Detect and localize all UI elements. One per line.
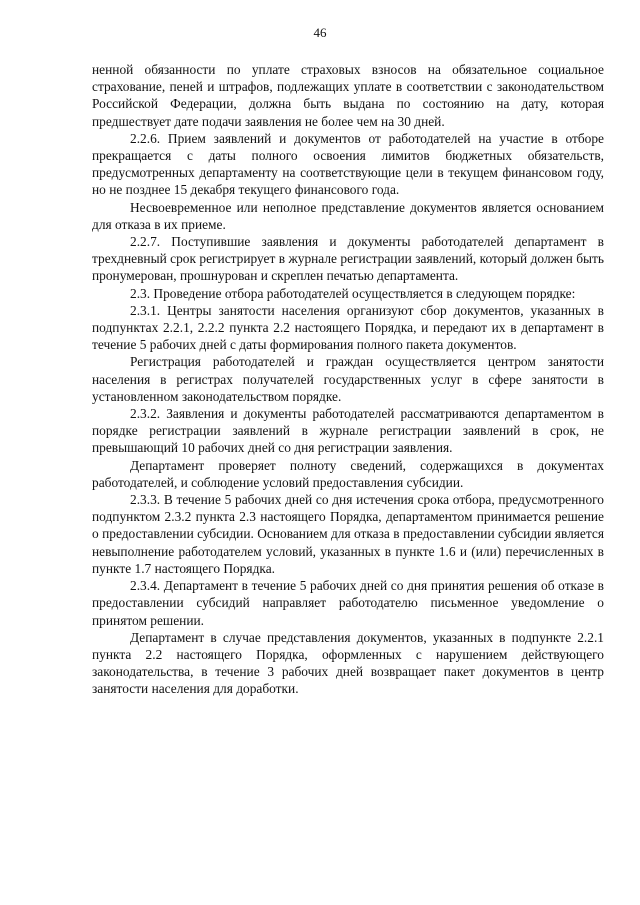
- paragraph-2-2-6: 2.2.6. Прием заявлений и документов от работодателей на участие в отборе прекращается с даты полного освоения лимитов бюджетных обязательств, предусмотренных департаменту на соответствующие цели в текущем финансовом году, но не позднее 15 декабря текущего финансового года.: [92, 130, 604, 198]
- paragraph-2-2-7: 2.2.7. Поступившие заявления и документы работодателей департамент в трехдневный срок регистрирует в журнале регистрации заявлений, который должен быть пронумерован, прошнурован и скреплен печатью департамента.: [92, 234, 604, 284]
- paragraph-continuation: ненной обязанности по уплате страховых взносов на обязательное социальное страхование, пеней и штрафов, подлежащих уплате в соответствии с законодательством Российской Федерации, должна быть выдана по состоянию на дату, которая предшествует дате подачи заявления не более чем на 30 дней.: [92, 62, 604, 129]
- paragraph-2-3-4: 2.3.4. Департамент в течение 5 рабочих дней со дня принятия решения об отказе в предоставлении субсидий направляет работодателю письменное уведомление о принятом решении.: [92, 578, 604, 628]
- paragraph-2-3-2: 2.3.2. Заявления и документы работодателей рассматриваются департаментом в порядке регистрации заявлений в журнале регистрации заявлений в срок, не превышающий 10 рабочих дней со дня регистрации заявления.: [92, 406, 604, 456]
- paragraph-2-3-3: 2.3.3. В течение 5 рабочих дней со дня истечения срока отбора, предусмотренного подпунктом 2.3.2 пункта 2.3 настоящего Порядка, департаментом принимается решение о предоставлении субсидии. Основанием для отказа в предоставлении субсидии является невыполнение работодателем условий, указанных в пункте 1.6 и (или) перечисленных в пункте 1.7 настоящего Порядка.: [92, 492, 604, 576]
- document-body: [92, 61, 604, 698]
- paragraph-verification: Департамент проверяет полноту сведений, содержащихся в документах работодателей, и соблюдение условий предоставления субсидии.: [92, 457, 604, 490]
- paragraph-late-submission: Несвоевременное или неполное представление документов является основанием для отказа в их приеме.: [92, 199, 604, 232]
- paragraph-2-3: 2.3. Проведение отбора работодателей осуществляется в следующем порядке:: [130, 285, 576, 301]
- paragraph-document-return: Департамент в случае представления документов, указанных в подпункте 2.2.1 пункта 2.2 настоящего Порядка, оформленных с нарушением действующего законодательства, в течение 3 рабочих дней возвращает пакет документов в центр занятости населения для доработки.: [92, 629, 604, 697]
- page-number: 46: [313, 25, 327, 40]
- paragraph-2-3-1: 2.3.1. Центры занятости населения организуют сбор документов, указанных в подпунктах 2.2.1, 2.2.2 пункта 2.2 настоящего Порядка, и передают их в департамент в течение 5 рабочих дней с даты формирования полного пакета документов.: [92, 302, 604, 353]
- paragraph-registration: Регистрация работодателей и граждан осуществляется центром занятости населения в регистрах получателей государственных услуг в сфере занятости в установленном законодательством порядке.: [92, 354, 604, 404]
